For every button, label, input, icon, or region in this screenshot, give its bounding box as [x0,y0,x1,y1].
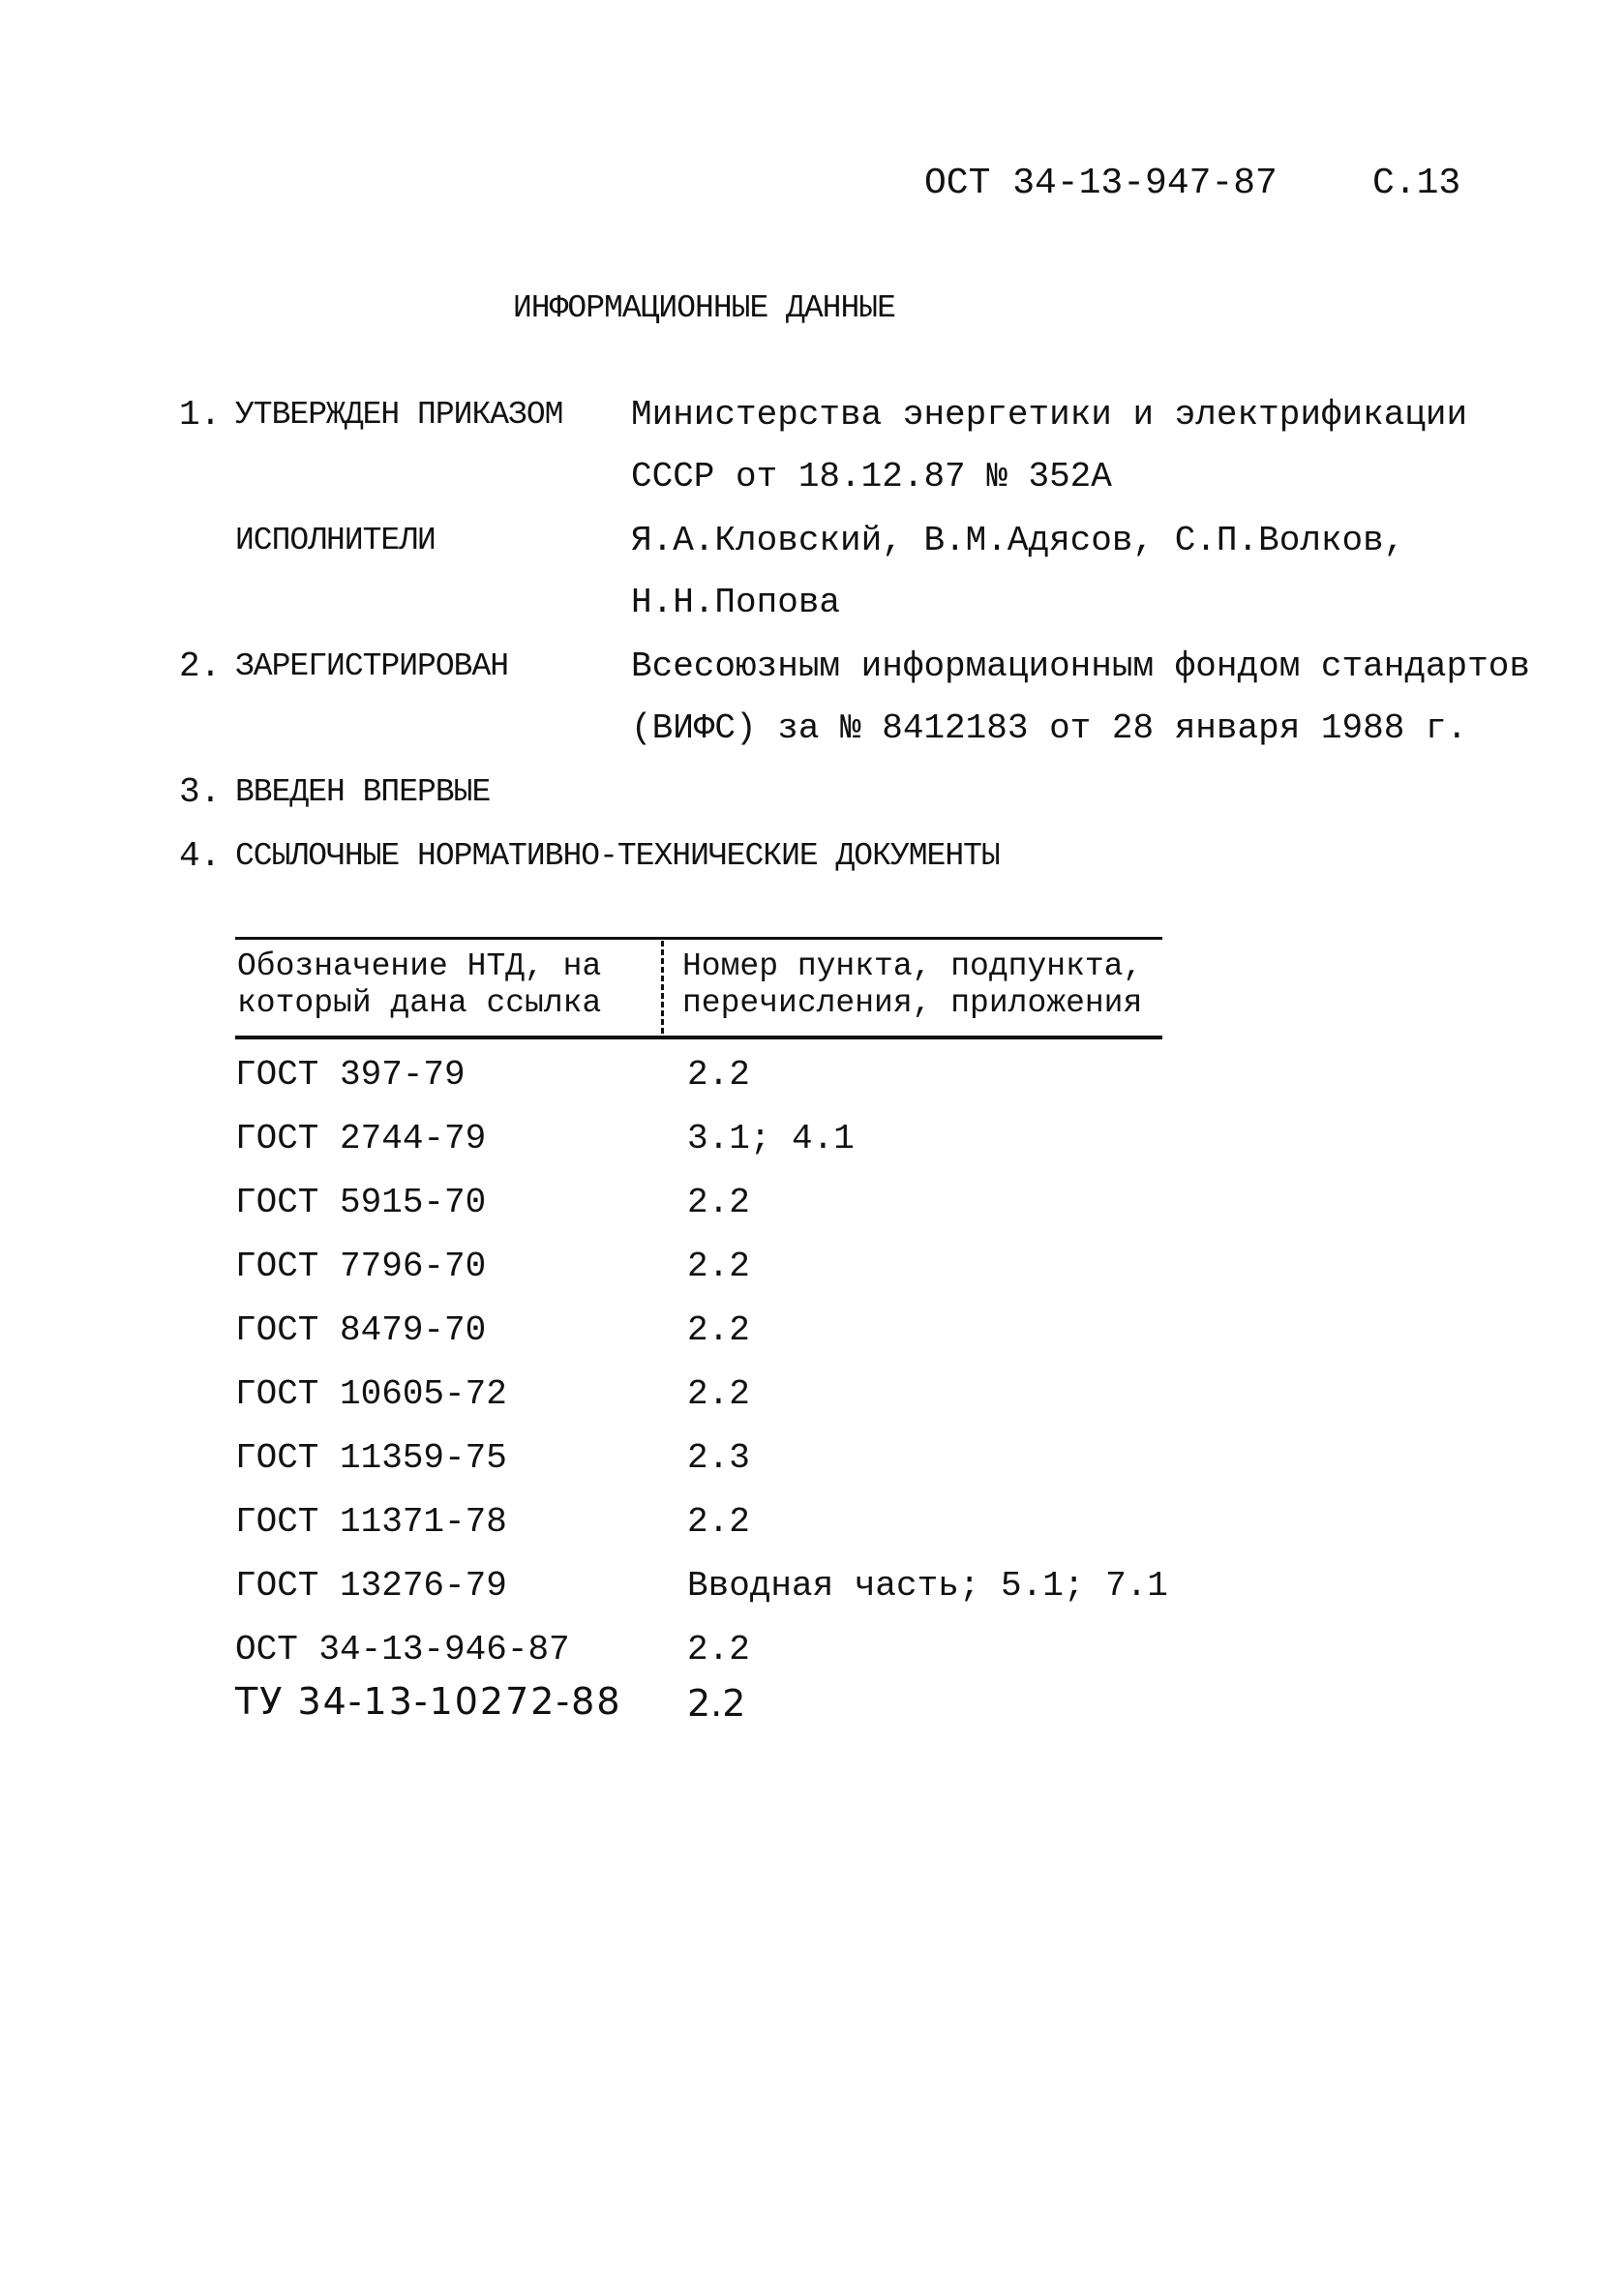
section-2-label: ЗАРЕГИСТРИРОВАН [235,648,509,684]
table-row-3-clause: 2.2 [687,1183,750,1222]
section-1-number: 1. [179,395,222,435]
performers-line-1: Я.А.Кловский, В.М.Адясов, С.П.Волков, [631,521,1405,560]
page-title: ИНФОРМАЦИОННЫЕ ДАННЫЕ [513,290,895,326]
section-2-line-2: (ВИФС) за № 8412183 от 28 января 1988 г. [631,708,1468,748]
table-row-4-designation: ГОСТ 7796-70 [235,1247,487,1286]
table-header-col-2 [682,948,1142,1022]
table-row-7-clause: 2.3 [687,1438,750,1478]
table-row-5-clause: 2.2 [687,1310,750,1350]
table-row-4-clause: 2.2 [687,1247,750,1286]
section-1-label: УТВЕРЖДЕН ПРИКАЗОМ [235,397,563,433]
section-4-label: ССЫЛОЧНЫЕ НОРМАТИВНО-ТЕХНИЧЕСКИЕ ДОКУМЕНТЫ [235,838,1000,874]
table-row-8-clause: 2.2 [687,1502,750,1542]
table-row-11-designation: ТУ 34-13-10272-88 [235,1680,622,1723]
page-number: С.13 [1372,163,1461,204]
table-header-col-2-line-1: Номер пункта, подпункта, [682,948,1143,984]
section-2-number: 2. [179,646,222,686]
table-header-col-1 [237,948,601,1022]
table-header-col-2-line-2: перечисления, приложения [682,985,1143,1021]
table-row-9-clause: Вводная часть; 5.1; 7.1 [687,1566,1168,1606]
table-row-7-designation: ГОСТ 11359-75 [235,1438,507,1478]
table-row-9-designation: ГОСТ 13276-79 [235,1566,507,1606]
table-row-11-clause: 2.2 [687,1682,746,1725]
performers-label: ИСПОЛНИТЕЛИ [235,523,436,558]
table-row-6-designation: ГОСТ 10605-72 [235,1374,507,1414]
document-code: ОСТ 34-13-947-87 [924,163,1278,204]
table-row-5-designation: ГОСТ 8479-70 [235,1310,487,1350]
section-3-number: 3. [179,772,222,812]
table-row-1-designation: ГОСТ 397-79 [235,1055,466,1095]
table-row-8-designation: ГОСТ 11371-78 [235,1502,507,1542]
table-header-col-1-line-1: Обозначение НТД, на [237,948,602,984]
table-top-rule [235,937,1162,940]
table-row-10-clause: 2.2 [687,1630,750,1669]
table-header-col-1-line-2: который дана ссылка [237,985,602,1021]
section-3-label: ВВЕДЕН ВПЕРВЫЕ [235,774,491,810]
section-2-line-1: Всесоюзным информационным фондом стандартов [631,646,1530,686]
performers-line-2: Н.Н.Попова [631,583,841,622]
table-row-3-designation: ГОСТ 5915-70 [235,1183,487,1222]
table-row-6-clause: 2.2 [687,1374,750,1414]
table-header-rule [235,1036,1162,1039]
table-row-1-clause: 2.2 [687,1055,750,1095]
section-4-number: 4. [179,836,222,876]
table-row-2-clause: 3.1; 4.1 [687,1119,855,1158]
table-row-10-designation: ОСТ 34-13-946-87 [235,1630,570,1669]
table-header-separator [661,941,664,1034]
table-row-2-designation: ГОСТ 2744-79 [235,1119,487,1158]
section-1-line-1: Министерства энергетики и электрификации [631,395,1468,435]
section-1-line-2: СССР от 18.12.87 № 352А [631,457,1112,496]
